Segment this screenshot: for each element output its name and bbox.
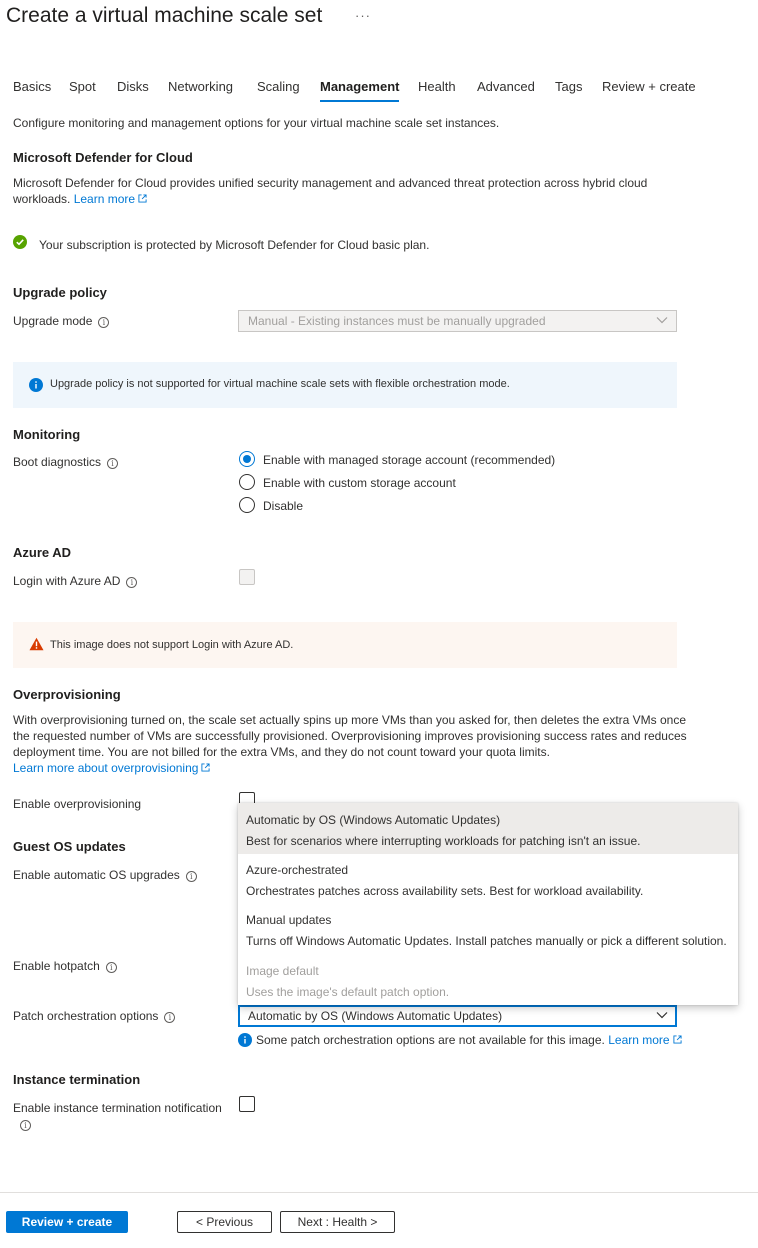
monitoring-heading: Monitoring [13, 427, 81, 442]
patch-option-desc: Best for scenarios where interrupting workloads for patching isn't an issue. [246, 834, 641, 848]
chevron-down-icon [656, 1011, 668, 1019]
termination-notification-label [13, 1100, 233, 1132]
patch-note [256, 1032, 682, 1048]
azure-ad-login-label-text: Login with Azure AD [13, 574, 121, 588]
info-icon[interactable]: i [186, 871, 197, 882]
auto-os-upgrades-label-text: Enable automatic OS upgrades [13, 868, 180, 882]
patch-orchestration-listbox [238, 803, 738, 1005]
intro-text: Configure monitoring and management options for your virtual machine scale set instances. [13, 116, 500, 130]
termination-notification-checkbox[interactable] [239, 1096, 255, 1112]
patch-option-desc: Turns off Windows Automatic Updates. Install patches manually or pick a different solution. [246, 934, 727, 948]
review-create-button[interactable]: Review + create [6, 1211, 128, 1233]
overprovisioning-heading: Overprovisioning [13, 687, 121, 702]
hotpatch-label [13, 959, 117, 973]
boot-radio-custom[interactable] [239, 474, 255, 490]
boot-radio-disable[interactable] [239, 497, 255, 513]
external-link-icon [138, 194, 147, 203]
hotpatch-label-text: Enable hotpatch [13, 959, 100, 973]
tab-advanced[interactable]: Advanced [477, 79, 535, 94]
defender-description-line2 [13, 191, 713, 207]
info-icon[interactable]: i [164, 1012, 175, 1023]
tab-review-create[interactable]: Review + create [602, 79, 696, 94]
overprovisioning-line3: deployment time. You are not billed for the extra VMs, and they do not count toward your quota limits. [13, 745, 550, 759]
patch-orchestration-label [13, 1009, 175, 1023]
success-check-icon [13, 235, 27, 249]
boot-option-custom-label[interactable]: Enable with custom storage account [263, 476, 456, 490]
warning-icon [29, 637, 44, 651]
chevron-down-icon [656, 316, 668, 324]
overprovisioning-line1: With overprovisioning turned on, the scale set actually spins up more VMs than you asked for, then deletes the extra VMs once [13, 713, 687, 727]
patch-option-title: Manual updates [246, 913, 332, 927]
azure-ad-warning-text: This image does not support Login with Azure AD. [50, 639, 294, 651]
overprovisioning-learn-more-text[interactable]: Learn more about overprovisioning [13, 761, 199, 775]
tab-networking[interactable]: Networking [168, 79, 234, 94]
patch-option-automatic-by-os[interactable] [238, 803, 738, 854]
tab-bar [0, 78, 758, 104]
patch-orchestration-dropdown[interactable] [238, 1005, 677, 1027]
boot-option-managed-label[interactable]: Enable with managed storage account (recommended) [263, 453, 556, 467]
previous-button[interactable]: < Previous [177, 1211, 272, 1233]
patch-option-image-default [238, 955, 738, 1005]
defender-learn-more-text[interactable]: Learn more [73, 192, 136, 206]
upgrade-mode-label [13, 314, 109, 328]
tab-spot[interactable]: Spot [69, 79, 96, 94]
patch-option-title: Image default [246, 964, 319, 978]
tab-health[interactable]: Health [418, 79, 456, 94]
upgrade-mode-label-text: Upgrade mode [13, 314, 93, 328]
defender-learn-more-link[interactable] [74, 192, 147, 206]
patch-option-manual-updates[interactable] [238, 904, 738, 955]
boot-option-disable-label[interactable]: Disable [263, 499, 304, 513]
overprovisioning-description [13, 712, 733, 776]
info-icon[interactable]: i [20, 1120, 31, 1131]
external-link-icon [201, 763, 210, 772]
overprovisioning-line2: the requested number of VMs are successfully provisioned. Overprovisioning improves provisioning success rates and reduces [13, 729, 687, 743]
info-icon[interactable]: i [106, 962, 117, 973]
tab-disks[interactable]: Disks [117, 79, 149, 94]
page-title: Create a virtual machine scale set [6, 4, 323, 27]
instance-termination-heading: Instance termination [13, 1072, 141, 1087]
upgrade-mode-dropdown[interactable] [238, 310, 677, 332]
info-filled-icon [29, 378, 43, 392]
patch-option-azure-orchestrated[interactable] [238, 854, 738, 904]
info-icon[interactable]: i [107, 458, 118, 469]
termination-notification-label-text: Enable instance termination notification [13, 1101, 222, 1115]
boot-diagnostics-label [13, 455, 118, 469]
upgrade-info-banner [13, 362, 677, 408]
footer-divider [0, 1192, 758, 1193]
boot-radio-managed[interactable] [239, 451, 255, 467]
enable-overprovisioning-label: Enable overprovisioning [13, 797, 142, 811]
azure-ad-login-checkbox[interactable] [239, 569, 255, 585]
upgrade-info-text: Upgrade policy is not supported for virtual machine scale sets with flexible orchestration mode. [50, 378, 510, 390]
guest-os-heading: Guest OS updates [13, 839, 126, 854]
patch-orchestration-label-text: Patch orchestration options [13, 1009, 159, 1023]
overprovisioning-learn-more-link[interactable] [13, 761, 210, 775]
azure-ad-heading: Azure AD [13, 545, 72, 560]
more-options-icon[interactable]: ··· [355, 8, 371, 23]
azure-ad-warning-banner [13, 622, 677, 668]
tab-basics[interactable]: Basics [13, 79, 52, 94]
tab-scaling[interactable]: Scaling [257, 79, 300, 94]
info-icon[interactable]: i [126, 577, 137, 588]
upgrade-mode-value: Manual - Existing instances must be manually upgraded [248, 314, 546, 328]
tab-management[interactable]: Management [320, 78, 399, 104]
info-icon[interactable]: i [98, 317, 109, 328]
defender-description [13, 175, 713, 207]
patch-option-desc: Orchestrates patches across availability sets. Best for workload availability. [246, 884, 644, 898]
info-filled-icon [238, 1033, 252, 1047]
tab-tags[interactable]: Tags [555, 79, 583, 94]
boot-diagnostics-label-text: Boot diagnostics [13, 455, 102, 469]
defender-heading: Microsoft Defender for Cloud [13, 150, 193, 165]
patch-orchestration-value: Automatic by OS (Windows Automatic Updates) [248, 1009, 503, 1023]
defender-description-line1: Microsoft Defender for Cloud provides unified security management and advanced threat protection across hybrid cloud [13, 176, 648, 190]
defender-description-line2-text: workloads. [13, 192, 71, 206]
upgrade-policy-heading: Upgrade policy [13, 285, 107, 300]
patch-note-text: Some patch orchestration options are not available for this image. [256, 1033, 605, 1047]
next-health-button[interactable]: Next : Health > [280, 1211, 395, 1233]
auto-os-upgrades-label [13, 868, 197, 882]
patch-learn-more-text[interactable]: Learn more [608, 1033, 670, 1047]
patch-option-title: Automatic by OS (Windows Automatic Updates) [246, 813, 501, 827]
external-link-icon [673, 1035, 682, 1044]
azure-ad-login-label [13, 574, 137, 588]
defender-status: Your subscription is protected by Microsoft Defender for Cloud basic plan. [39, 238, 430, 252]
patch-option-title: Azure-orchestrated [246, 863, 349, 877]
patch-learn-more-link[interactable] [608, 1033, 681, 1047]
patch-option-desc: Uses the image's default patch option. [246, 985, 450, 999]
